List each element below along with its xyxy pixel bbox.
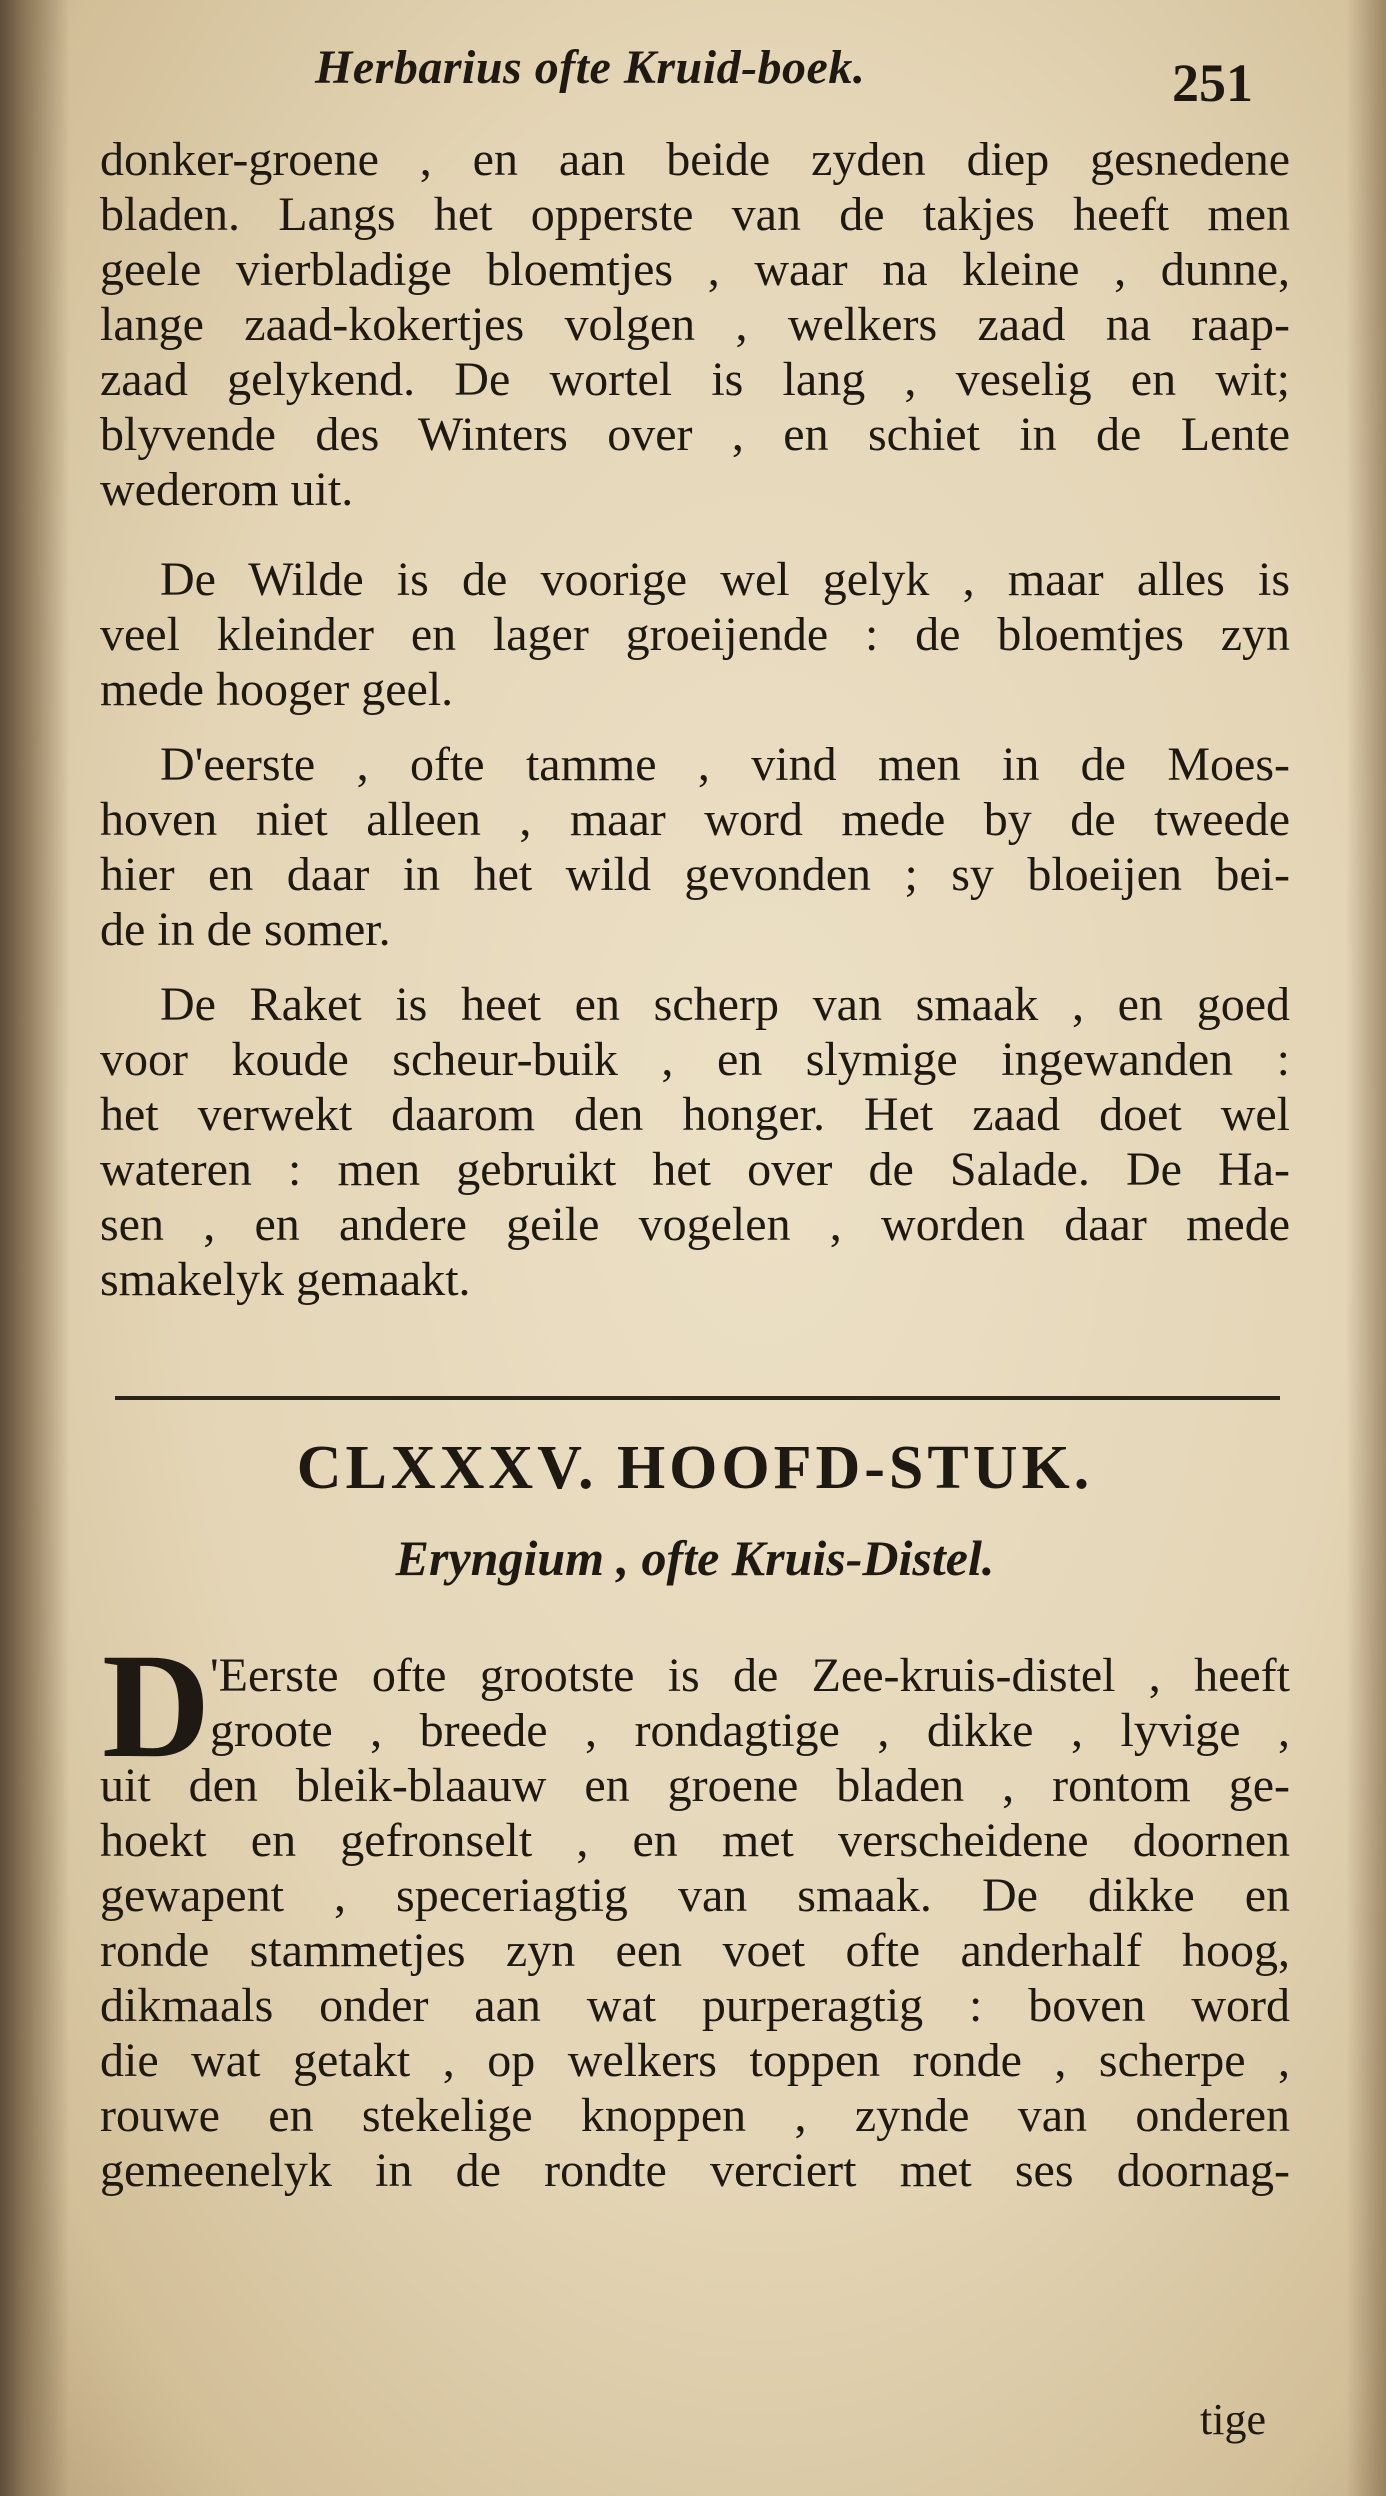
text-line: smakelyk gemaakt. [100, 1253, 471, 1306]
text-line: hier en daar in het wild gevonden ; sy bloeijen bei- [100, 848, 1290, 901]
text-line: wederom uit. [100, 463, 354, 516]
edge-shadow [1346, 0, 1386, 2496]
text-line: rouwe en stekelige knoppen , zynde van onderen [100, 2089, 1290, 2142]
text-line: donker-groene , en aan beide zyden diep gesnedene [100, 133, 1290, 186]
text-line: hoekt en gefronselt , en met verscheidene doornen [100, 1814, 1290, 1867]
running-head: Herbarius ofte Kruid-boek. [315, 41, 866, 94]
text-line: zaad gelykend. De wortel is lang , veselig en wit; [100, 353, 1290, 406]
drop-cap: D [102, 1623, 211, 1789]
section-divider [115, 1396, 1280, 1400]
text-line: mede hooger geel. [100, 663, 454, 716]
paragraph-2 [100, 552, 1290, 717]
paragraph-4 [100, 977, 1290, 1307]
text-line: veel kleinder en lager groeijende : de bloemtjes zyn [100, 608, 1290, 661]
text-line: De Wilde is de voorige wel gelyk , maar alles is [160, 553, 1290, 606]
text-line: sen , en andere geile vogelen , worden daar mede [100, 1198, 1290, 1251]
text-line: De Raket is heet en scherp van smaak , en goed [160, 978, 1290, 1031]
text-line: voor koude scheur-buik , en slymige ingewanden : [100, 1033, 1290, 1086]
catchword: tige [1200, 2395, 1266, 2444]
text-line: die wat getakt , op welkers toppen ronde , scherpe , [100, 2034, 1290, 2087]
text-line: 'Eerste ofte grootste is de Zee-kruis-distel , heeft [210, 1649, 1290, 1702]
text-line: ronde stammetjes zyn een voet ofte anderhalf hoog, [100, 1924, 1290, 1977]
paragraph-3 [100, 737, 1290, 957]
chapter-subtitle: Eryngium , ofte Kruis-Distel. [395, 1530, 995, 1586]
text-line: lange zaad-kokertjes volgen , welkers zaad na raap- [100, 298, 1290, 351]
paragraph-1 [100, 132, 1290, 517]
text-line: bladen. Langs het opperste van de takjes heeft men [100, 188, 1290, 241]
text-line: uit den bleik-blaauw en groene bladen , rontom ge- [100, 1759, 1290, 1812]
text-line: groote , breede , rondagtige , dikke , lyvige , [210, 1704, 1290, 1757]
text-line: het verwekt daarom den honger. Het zaad doet wel [100, 1088, 1290, 1141]
text-line: wateren : men gebruikt het over de Salade. De Ha- [100, 1143, 1290, 1196]
text-line: gewapent , speceriagtig van smaak. De dikke en [100, 1869, 1290, 1922]
text-line: gemeenelyk in de rondte verciert met ses doornag- [100, 2144, 1290, 2197]
paragraph-5 [100, 1623, 1290, 2198]
gutter-shadow [0, 0, 70, 2496]
page-number: 251 [1172, 53, 1253, 113]
text-line: de in de somer. [100, 903, 391, 956]
text-line: geele vierbladige bloemtjes , waar na kleine , dunne, [100, 243, 1290, 296]
text-line: blyvende des Winters over , en schiet in de Lente [100, 408, 1290, 461]
text-line: D'eerste , ofte tamme , vind men in de Moes- [160, 738, 1290, 791]
chapter-heading: CLXXXV. HOOFD-STUK. [296, 1434, 1094, 1502]
text-line: hoven niet alleen , maar word mede by de tweede [100, 793, 1290, 846]
text-line: dikmaals onder aan wat purperagtig : boven word [100, 1979, 1290, 2032]
